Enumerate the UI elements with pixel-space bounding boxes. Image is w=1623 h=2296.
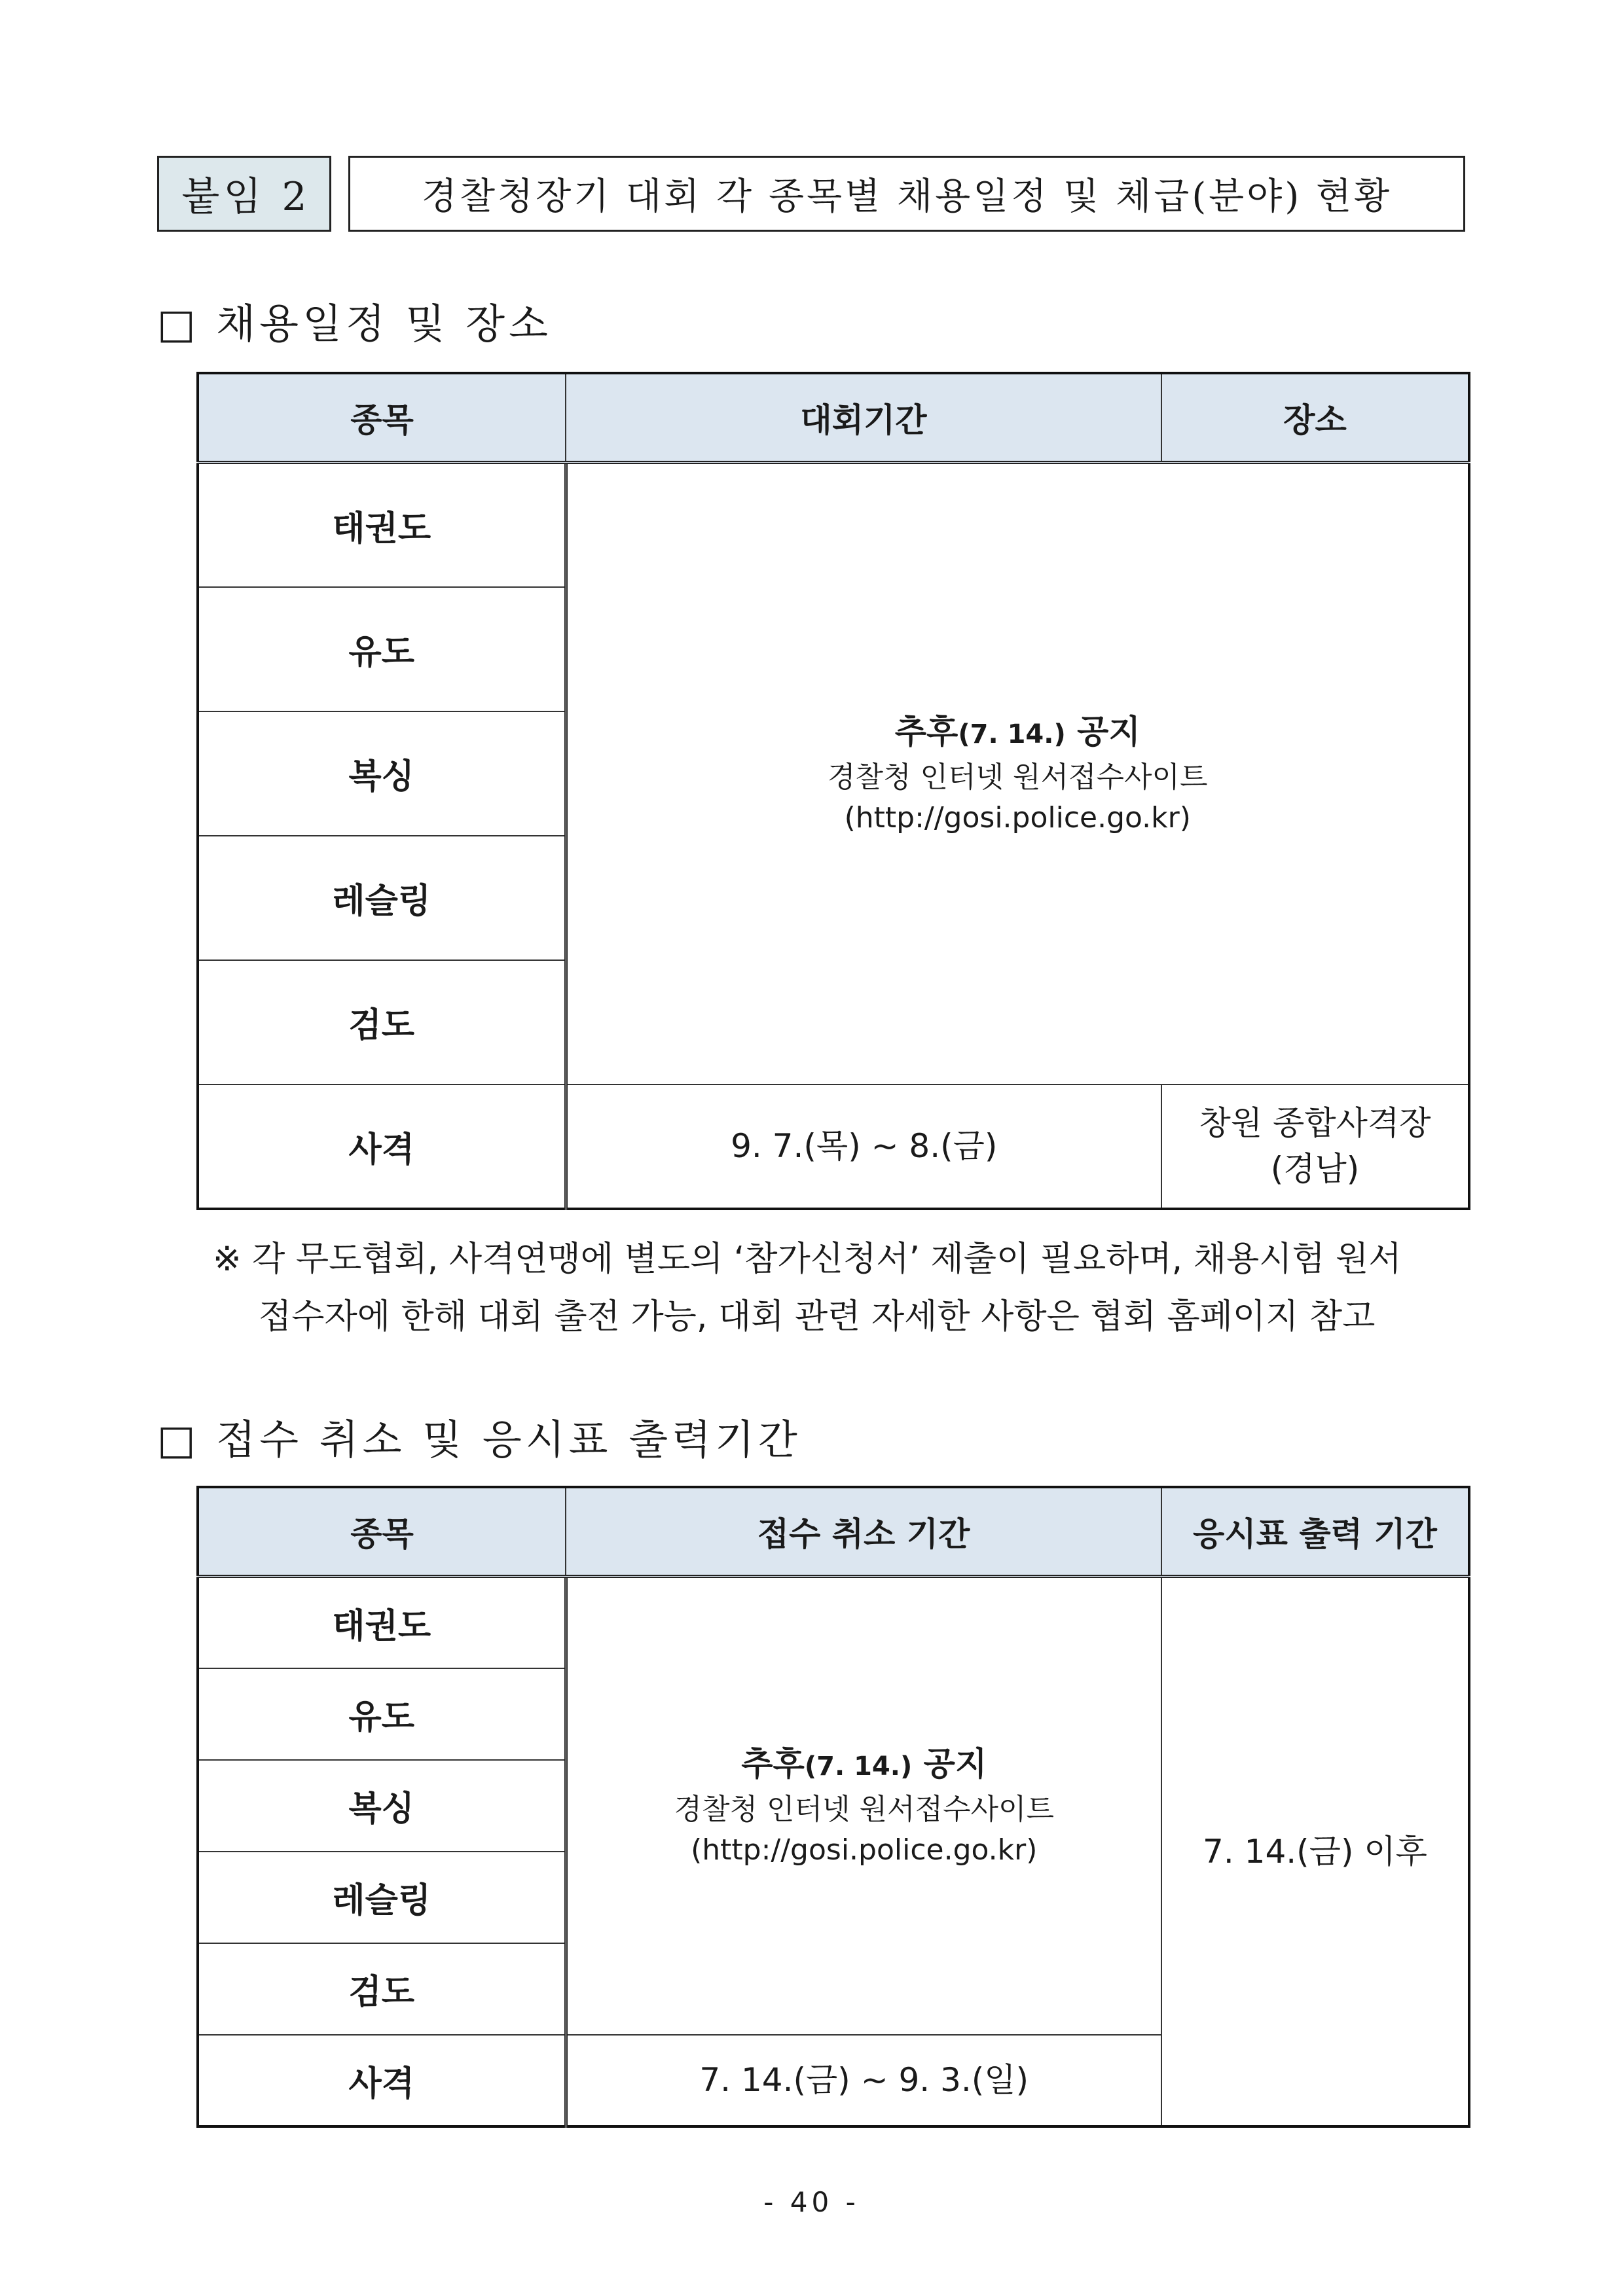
sport-cell: 사격 <box>198 1085 566 1209</box>
sport-cell: 검도 <box>198 960 566 1085</box>
sport-cell: 복싱 <box>198 1760 566 1852</box>
sport-cell: 유도 <box>198 1668 566 1760</box>
sport-cell: 태권도 <box>198 463 566 587</box>
cancel-print-table <box>196 1486 1470 2128</box>
section-heading-schedule: □ 채용일정 및 장소 <box>157 300 552 348</box>
sport-cell: 레슬링 <box>198 1852 566 1943</box>
column-header-place: 장소 <box>1161 373 1469 463</box>
column-header-sport: 종목 <box>198 373 566 463</box>
sport-cell: 레슬링 <box>198 836 566 960</box>
schedule-table <box>196 372 1470 1210</box>
announcement-site: 경찰청 인터넷 원서접수사이트 <box>827 761 1208 795</box>
announcement-title: 추후(7. 14.) 공지 <box>741 1745 987 1784</box>
announcement-url: (http://gosi.police.go.kr) <box>844 801 1191 835</box>
attachment-tag-label: 붙임 2 <box>181 174 311 220</box>
note <box>213 1230 1470 1346</box>
sport-cell: 사격 <box>198 2035 566 2126</box>
announcement-cell <box>566 1577 1161 2035</box>
table-row <box>198 1085 1469 1209</box>
column-header-print-period: 응시표 출력 기간 <box>1161 1487 1469 1577</box>
print-period-cell: 7. 14.(금) 이후 <box>1161 1577 1469 2126</box>
table-header-row <box>198 1487 1469 1577</box>
attachment-tag <box>157 156 331 232</box>
column-header-period: 대회기간 <box>566 373 1161 463</box>
page-number: - 40 - <box>763 2186 860 2218</box>
announcement-site: 경찰청 인터넷 원서접수사이트 <box>674 1793 1055 1827</box>
document-title: 경찰청장기 대회 각 종목별 채용일정 및 체급(분야) 현황 <box>348 156 1465 232</box>
shooting-place-name: 창원 종합사격장 <box>1199 1104 1431 1142</box>
column-header-cancel-period: 접수 취소 기간 <box>566 1487 1161 1577</box>
note-line-2: 접수자에 한해 대회 출전 가능, 대회 관련 자세한 사항은 협회 홈페이지 참고 <box>259 1297 1376 1336</box>
shooting-place-cell <box>1161 1085 1469 1209</box>
shooting-cancel-period-cell: 7. 14.(금) ~ 9. 3.(일) <box>566 2035 1161 2126</box>
announcement-cell <box>566 463 1469 1085</box>
sport-cell: 검도 <box>198 1943 566 2035</box>
sport-cell: 복싱 <box>198 711 566 836</box>
table-row <box>198 1577 1469 1668</box>
table-header-row <box>198 373 1469 463</box>
note-line-1: ※ 각 무도협회, 사격연맹에 별도의 ‘참가신청서’ 제출이 필요하며, 채용시험 원서 <box>213 1240 1402 1279</box>
shooting-period-cell: 9. 7.(목) ~ 8.(금) <box>566 1085 1161 1209</box>
shooting-place-region: (경남) <box>1270 1150 1360 1188</box>
column-header-sport: 종목 <box>198 1487 566 1577</box>
sport-cell: 유도 <box>198 587 566 711</box>
section-heading-cancel-print: □ 접수 취소 및 응시표 출력기간 <box>157 1416 801 1463</box>
announcement-title: 추후(7. 14.) 공지 <box>894 713 1140 751</box>
announcement-url: (http://gosi.police.go.kr) <box>691 1833 1038 1867</box>
table-row <box>198 463 1469 587</box>
sport-cell: 태권도 <box>198 1577 566 1668</box>
